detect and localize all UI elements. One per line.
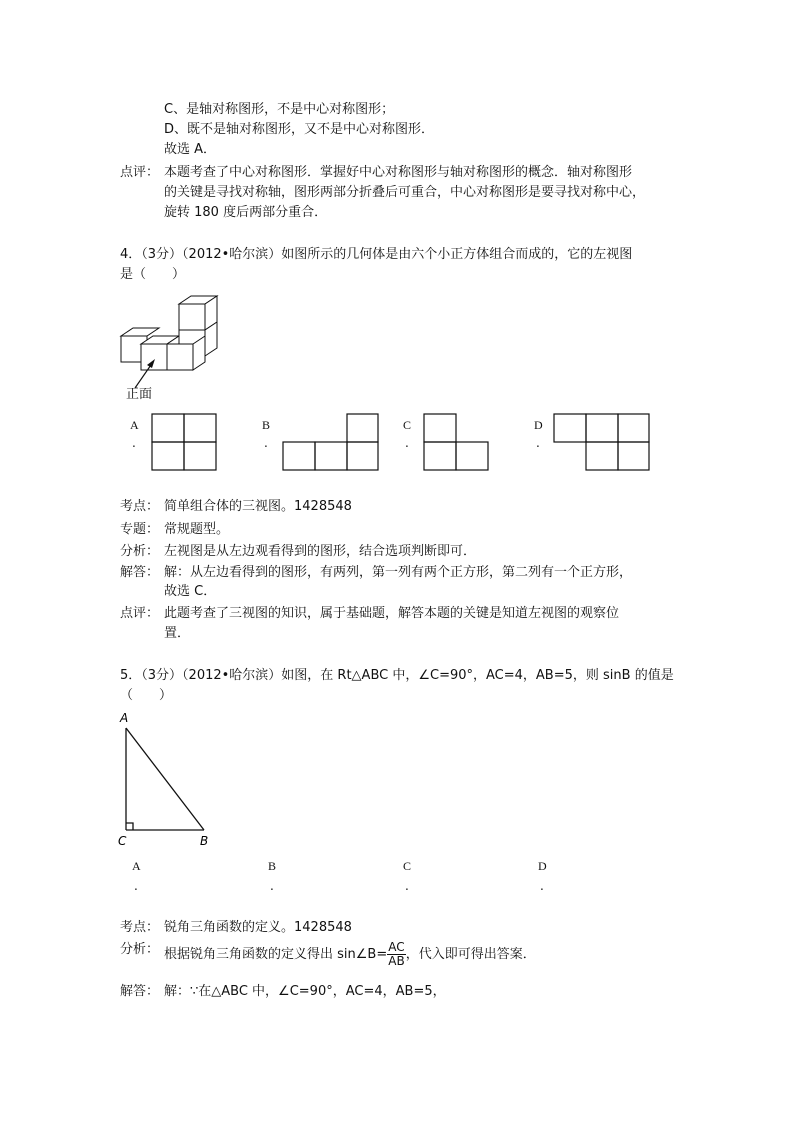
q4-front-label: 正面 bbox=[126, 387, 153, 402]
q4-option-d-letter: D bbox=[534, 418, 543, 432]
q3-answer: 故选 A． bbox=[164, 142, 217, 157]
vertex-c-label: C bbox=[118, 834, 127, 848]
q5-kaodian: 锐角三角函数的定义。1428548 bbox=[164, 920, 352, 935]
q5-fraction-den: AB bbox=[388, 954, 405, 968]
q4-fenxi: 左视图是从左边观看得到的图形，结合选项判断即可． bbox=[164, 544, 477, 559]
q4-option-d-dot: . bbox=[536, 436, 540, 450]
q4-fenxi-label: 分析： bbox=[120, 544, 160, 559]
q4-kaodian: 简单组合体的三视图。1428548 bbox=[164, 499, 352, 514]
q4-jieda-label: 解答： bbox=[120, 565, 160, 580]
cube-top-front bbox=[179, 304, 205, 330]
q5-option-c-dot: . bbox=[405, 879, 409, 893]
q3-comment-line-2: 的关键是寻找对称轴，图形两部分折叠后可重合，中心对称图形是要寻找对称中心， bbox=[164, 185, 646, 200]
q5-stem-line-1: 5．（3分）（2012•哈尔滨）如图，在 Rt△ABC 中，∠C=90°，AC=4，AB=5，则 sinB 的值是 bbox=[120, 668, 674, 683]
side-ab bbox=[126, 728, 204, 830]
q5-fraction-num: AC bbox=[388, 940, 405, 954]
vertex-a-label: A bbox=[120, 711, 129, 725]
q5-option-d-dot: . bbox=[540, 879, 544, 893]
q4-jieda-line-1: 解：从左边看得到的图形，有两列，第一列有两个正方形，第二列有一个正方形， bbox=[164, 565, 633, 580]
q5-option-b-dot: . bbox=[270, 879, 274, 893]
q5-triangle-figure bbox=[116, 708, 220, 850]
q5-fraction bbox=[387, 941, 405, 968]
q4-dianping-line-1: 此题考查了三视图的知识，属于基础题，解答本题的关键是知道左视图的观察位 bbox=[164, 606, 620, 621]
q4-dianping-line-2: 置． bbox=[164, 626, 191, 641]
q5-stem-line-2: （ ） bbox=[120, 688, 173, 703]
q4-option-d-figure bbox=[552, 412, 652, 472]
q5-fenxi-post: ，代入即可得出答案． bbox=[405, 947, 536, 962]
q4-option-a-letter: A bbox=[130, 418, 139, 432]
q3-comment-label: 点评： bbox=[120, 165, 160, 180]
q4-option-c-letter: C bbox=[403, 418, 412, 432]
q5-option-a-dot: . bbox=[134, 879, 138, 893]
q4-dianping-label: 点评： bbox=[120, 606, 160, 621]
q4-option-b-dot: . bbox=[264, 436, 268, 450]
q5-fenxi-pre: 根据锐角三角函数的定义得出 sin∠B= bbox=[164, 947, 388, 962]
q4-option-a-dot: . bbox=[132, 436, 136, 450]
q5-option-a-letter: A bbox=[132, 859, 141, 873]
q4-stem-line-1: 4．（3分）（2012•哈尔滨）如图所示的几何体是由六个小正方体组合而成的，它的左视图 bbox=[120, 247, 633, 262]
q3-comment-line-1: 本题考查了中心对称图形．掌握好中心对称图形与轴对称图形的概念．轴对称图形 bbox=[164, 165, 633, 180]
q4-zhuanti-label: 专题： bbox=[120, 522, 160, 537]
q4-option-c-figure bbox=[422, 412, 490, 472]
q3-option-d-line: D、既不是轴对称图形，又不是中心对称图形． bbox=[164, 122, 435, 137]
q5-option-d-letter: D bbox=[538, 859, 547, 873]
q4-option-c-dot: . bbox=[405, 436, 409, 450]
q4-option-a-figure bbox=[150, 412, 218, 472]
q4-zhuanti: 常规题型。 bbox=[164, 522, 230, 537]
q4-stem-line-2: 是（ ） bbox=[120, 267, 186, 282]
cube-front-2-face bbox=[167, 344, 193, 370]
vertex-b-label: B bbox=[200, 834, 209, 848]
q5-jieda-label: 解答： bbox=[120, 984, 160, 999]
q4-kaodian-label: 考点： bbox=[120, 499, 160, 514]
q4-jieda-line-2: 故选 C． bbox=[164, 584, 217, 599]
q4-option-b-figure bbox=[281, 412, 381, 472]
q5-option-b-letter: B bbox=[268, 859, 277, 873]
q3-option-c-line: C、是轴对称图形，不是中心对称图形； bbox=[164, 102, 395, 117]
q5-option-c-letter: C bbox=[403, 859, 412, 873]
q4-option-b-letter: B bbox=[262, 418, 271, 432]
cube-back-left-top bbox=[121, 328, 159, 336]
q5-fenxi bbox=[164, 940, 536, 970]
cube-front-1-face bbox=[141, 344, 167, 370]
q5-kaodian-label: 考点： bbox=[120, 920, 160, 935]
right-angle-mark bbox=[126, 823, 133, 830]
q5-jieda-line-1: 解：∵在△ABC 中，∠C=90°，AC=4，AB=5， bbox=[164, 984, 446, 999]
q5-fenxi-label: 分析： bbox=[120, 942, 160, 957]
q3-comment-line-3: 旋转 180 度后两部分重合． bbox=[164, 205, 328, 220]
